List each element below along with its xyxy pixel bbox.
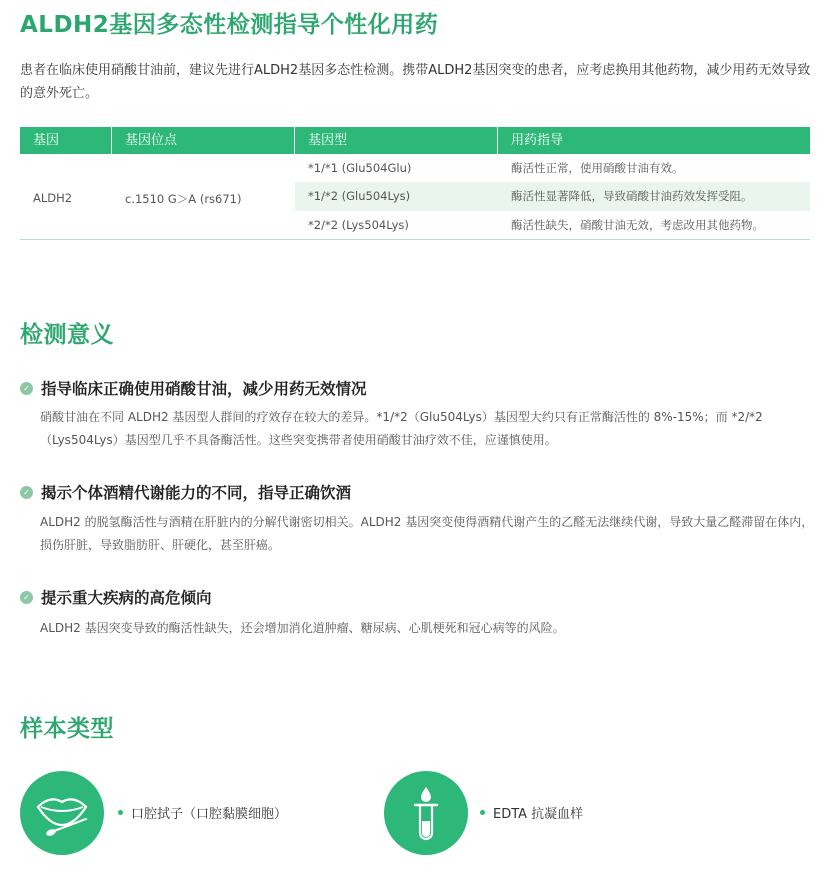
mouth-swab-icon bbox=[20, 771, 104, 855]
sample-label: 口腔拭子（口腔黏膜细胞） bbox=[131, 807, 288, 822]
point-heading bbox=[20, 586, 212, 608]
point-heading bbox=[20, 377, 367, 399]
header-guidance: 用药指导 bbox=[511, 133, 564, 148]
section-title-significance: 检测意义 bbox=[20, 322, 114, 348]
page-title: ALDH2基因多态性检测指导个性化用药 bbox=[20, 12, 439, 38]
header-genotype: 基因型 bbox=[295, 127, 498, 154]
intro-paragraph: 患者在临床使用硝酸甘油前，建议先进行ALDH2基因多态性检测。携带ALDH2基因突变的患者，应考虑换用其他药物，减少用药无效导致的意外死亡。 bbox=[20, 63, 811, 101]
genotype-table bbox=[20, 127, 810, 240]
table-row bbox=[295, 211, 810, 240]
point-title: 指导临床正确使用硝酸甘油，减少用药无效情况 bbox=[41, 380, 367, 398]
genotype-cell: *1/*1 (Glu504Glu) bbox=[308, 161, 412, 175]
sample-label: EDTA 抗凝血样 bbox=[493, 807, 584, 822]
section-title-sample-types: 样本类型 bbox=[20, 716, 114, 742]
header-gene: 基因 bbox=[20, 127, 112, 154]
blood-tube-icon bbox=[384, 771, 468, 855]
sample-type-item bbox=[118, 803, 287, 822]
point-description: 硝酸甘油在不同 ALDH2 基因型人群间的疗效存在较大的差异。*1/*2（Glu504Lys）基因型大约只有正常酶活性的 8%-15%；而 *2/*2（Lys504Lys）基因型几乎不具备酶活性。这些突变携带者使用硝酸甘油疗效不佳，应谨慎使用。 bbox=[40, 410, 763, 447]
guidance-cell: 酶活性显著降低，导致硝酸甘油药效发挥受阻。 bbox=[511, 189, 753, 203]
guidance-cell: 酶活性正常，使用硝酸甘油有效。 bbox=[511, 161, 684, 175]
check-circle-icon: ✓ bbox=[20, 591, 33, 604]
point-heading bbox=[20, 481, 351, 503]
locus-cell: c.1510 G＞A (rs671) bbox=[125, 192, 242, 206]
point-description: ALDH2 的脱氢酶活性与酒精在肝脏内的分解代谢密切相关。ALDH2 基因突变使得酒精代谢产生的乙醛无法继续代谢，导致大量乙醛滞留在体内，损伤肝脏，导致脂肪肝、肝硬化，甚至肝癌。 bbox=[40, 515, 814, 552]
point-title: 揭示个体酒精代谢能力的不同，指导正确饮酒 bbox=[41, 484, 352, 502]
sample-type-item bbox=[480, 803, 583, 822]
bullet-dot bbox=[118, 810, 123, 815]
table-body bbox=[20, 154, 810, 240]
point-description: ALDH2 基因突变导致的酶活性缺失，还会增加消化道肿瘤、糖尿病、心肌梗死和冠心病等的风险。 bbox=[40, 621, 565, 635]
bullet-dot bbox=[480, 810, 485, 815]
table-row bbox=[295, 182, 810, 211]
genotype-cell: *2/*2 (Lys504Lys) bbox=[308, 218, 409, 232]
table-row bbox=[295, 154, 810, 183]
guidance-cell: 酶活性缺失，硝酸甘油无效，考虑改用其他药物。 bbox=[511, 218, 764, 232]
header-locus: 基因位点 bbox=[112, 127, 295, 154]
genotype-cell: *1/*2 (Glu504Lys) bbox=[308, 189, 411, 203]
check-circle-icon: ✓ bbox=[20, 382, 33, 395]
check-circle-icon: ✓ bbox=[20, 486, 33, 499]
gene-cell: ALDH2 bbox=[33, 191, 73, 205]
table-header bbox=[20, 127, 810, 154]
point-title: 提示重大疾病的高危倾向 bbox=[41, 589, 212, 607]
